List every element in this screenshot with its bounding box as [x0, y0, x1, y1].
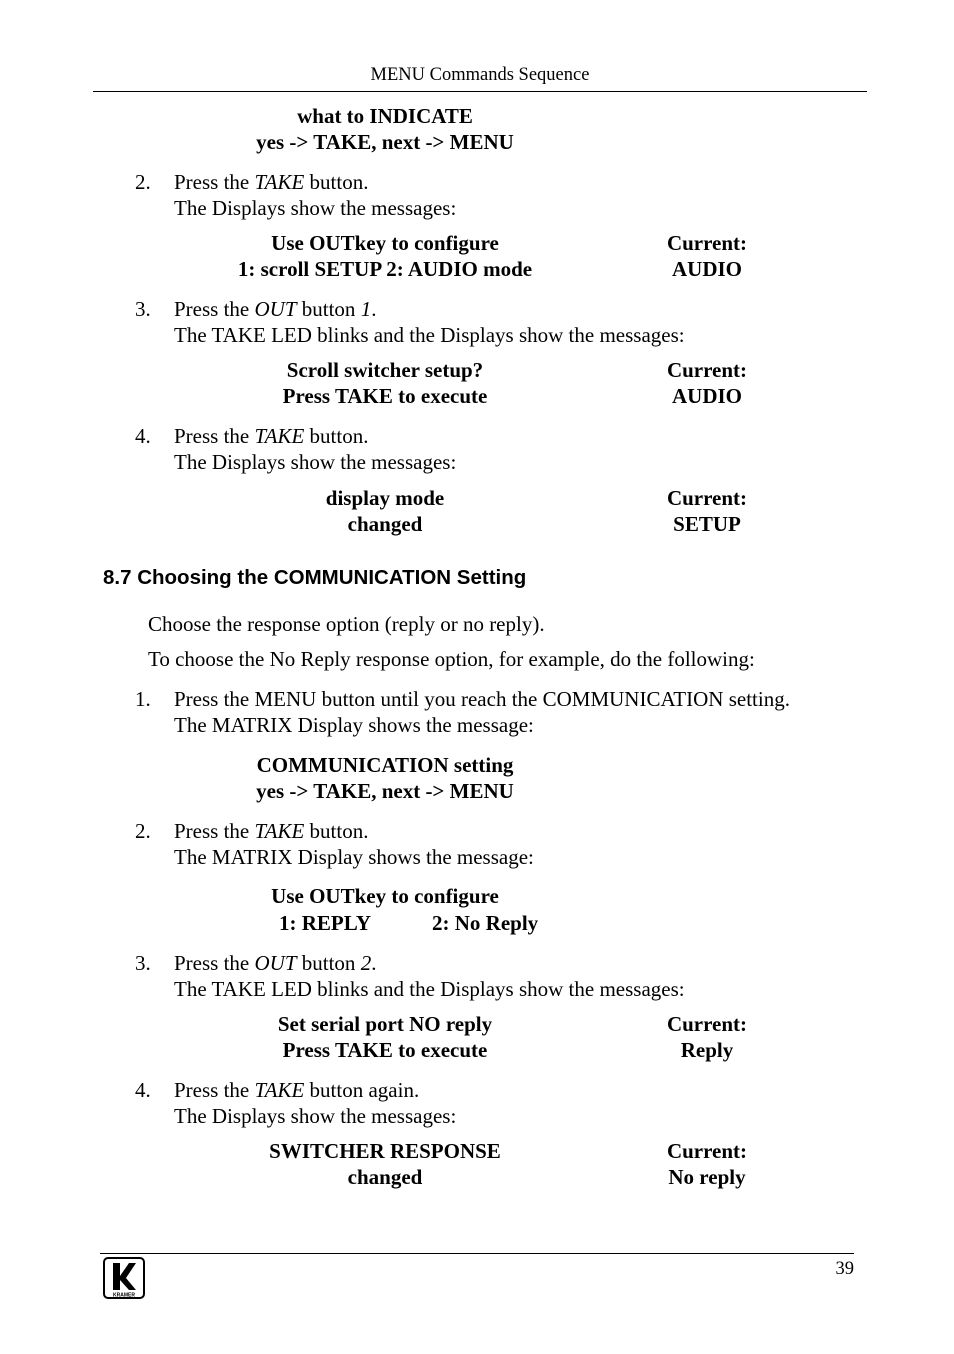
- step-text: The Displays show the messages:: [174, 450, 457, 474]
- step-number: 4.: [135, 1078, 151, 1102]
- emphasis: TAKE: [254, 424, 305, 448]
- display-message: Set serial port NO reply: [277, 1012, 493, 1036]
- display-message: Scroll switcher setup?: [286, 358, 484, 382]
- indicate-line-2: yes -> TAKE, next -> MENU: [256, 130, 514, 154]
- current-value: Reply: [680, 1038, 734, 1062]
- step-text: Press the TAKE button.: [174, 170, 369, 194]
- step-number: 1.: [135, 687, 151, 711]
- step-number: 2.: [135, 170, 151, 194]
- display-message: display mode: [325, 486, 445, 510]
- kramer-logo-icon: [103, 1257, 145, 1299]
- step-text: The TAKE LED blinks and the Displays show the messages:: [174, 323, 685, 347]
- indicate-line-1: what to INDICATE: [297, 104, 473, 128]
- current-value: AUDIO: [671, 384, 742, 408]
- step-text: Press the TAKE button.: [174, 424, 369, 448]
- step-text: The MATRIX Display shows the message:: [174, 845, 534, 869]
- page-number: 39: [835, 1259, 854, 1279]
- current-label: Current:: [666, 1139, 748, 1163]
- current-label: Current:: [666, 1012, 748, 1036]
- step-text: Press the MENU button until you reach the COMMUNICATION setting.: [174, 687, 790, 711]
- step-text: Press the OUT button 1.: [174, 297, 377, 321]
- svg-text:KRAMER: KRAMER: [113, 1292, 135, 1299]
- current-label: Current:: [666, 486, 748, 510]
- paragraph: To choose the No Reply response option, for example, do the following:: [148, 647, 755, 671]
- emphasis: TAKE: [254, 170, 305, 194]
- emphasis: 2: [360, 951, 372, 975]
- display-message: 1: REPLY: [279, 911, 371, 935]
- display-message: Press TAKE to execute: [282, 1038, 488, 1062]
- display-message: 2: No Reply: [432, 911, 539, 935]
- step-text: The TAKE LED blinks and the Displays show the messages:: [174, 977, 685, 1001]
- step-number: 3.: [135, 951, 151, 975]
- step-text: The Displays show the messages:: [174, 196, 457, 220]
- running-header: MENU Commands Sequence: [370, 65, 590, 85]
- emphasis: TAKE: [254, 1078, 305, 1102]
- current-label: Current:: [666, 358, 748, 382]
- emphasis: TAKE: [254, 819, 305, 843]
- current-value: SETUP: [673, 512, 741, 536]
- step-text: The MATRIX Display shows the message:: [174, 713, 534, 737]
- display-message: 1: scroll SETUP 2: AUDIO mode: [237, 257, 533, 281]
- display-message: Press TAKE to execute: [282, 384, 488, 408]
- display-message: Use OUTkey to configure: [271, 884, 499, 908]
- paragraph: Choose the response option (reply or no reply).: [148, 612, 545, 636]
- step-number: 2.: [135, 819, 151, 843]
- step-text: The Displays show the messages:: [174, 1104, 457, 1128]
- step-text: Press the OUT button 2.: [174, 951, 377, 975]
- section-heading: 8.7 Choosing the COMMUNICATION Setting: [103, 566, 527, 589]
- current-value: No reply: [668, 1165, 746, 1189]
- display-message: SWITCHER RESPONSE: [269, 1139, 501, 1163]
- emphasis: OUT: [254, 297, 297, 321]
- current-label: Current:: [666, 231, 748, 255]
- step-number: 3.: [135, 297, 151, 321]
- footer-rule: [100, 1253, 854, 1254]
- display-message: yes -> TAKE, next -> MENU: [256, 779, 514, 803]
- display-message: changed: [347, 512, 423, 536]
- display-message: COMMUNICATION setting: [256, 753, 514, 777]
- emphasis: OUT: [254, 951, 297, 975]
- header-rule: [93, 91, 867, 92]
- display-message: Use OUTkey to configure: [271, 231, 499, 255]
- display-message: changed: [347, 1165, 423, 1189]
- emphasis: 1: [360, 297, 372, 321]
- step-number: 4.: [135, 424, 151, 448]
- step-text: Press the TAKE button again.: [174, 1078, 420, 1102]
- step-text: Press the TAKE button.: [174, 819, 369, 843]
- current-value: AUDIO: [671, 257, 742, 281]
